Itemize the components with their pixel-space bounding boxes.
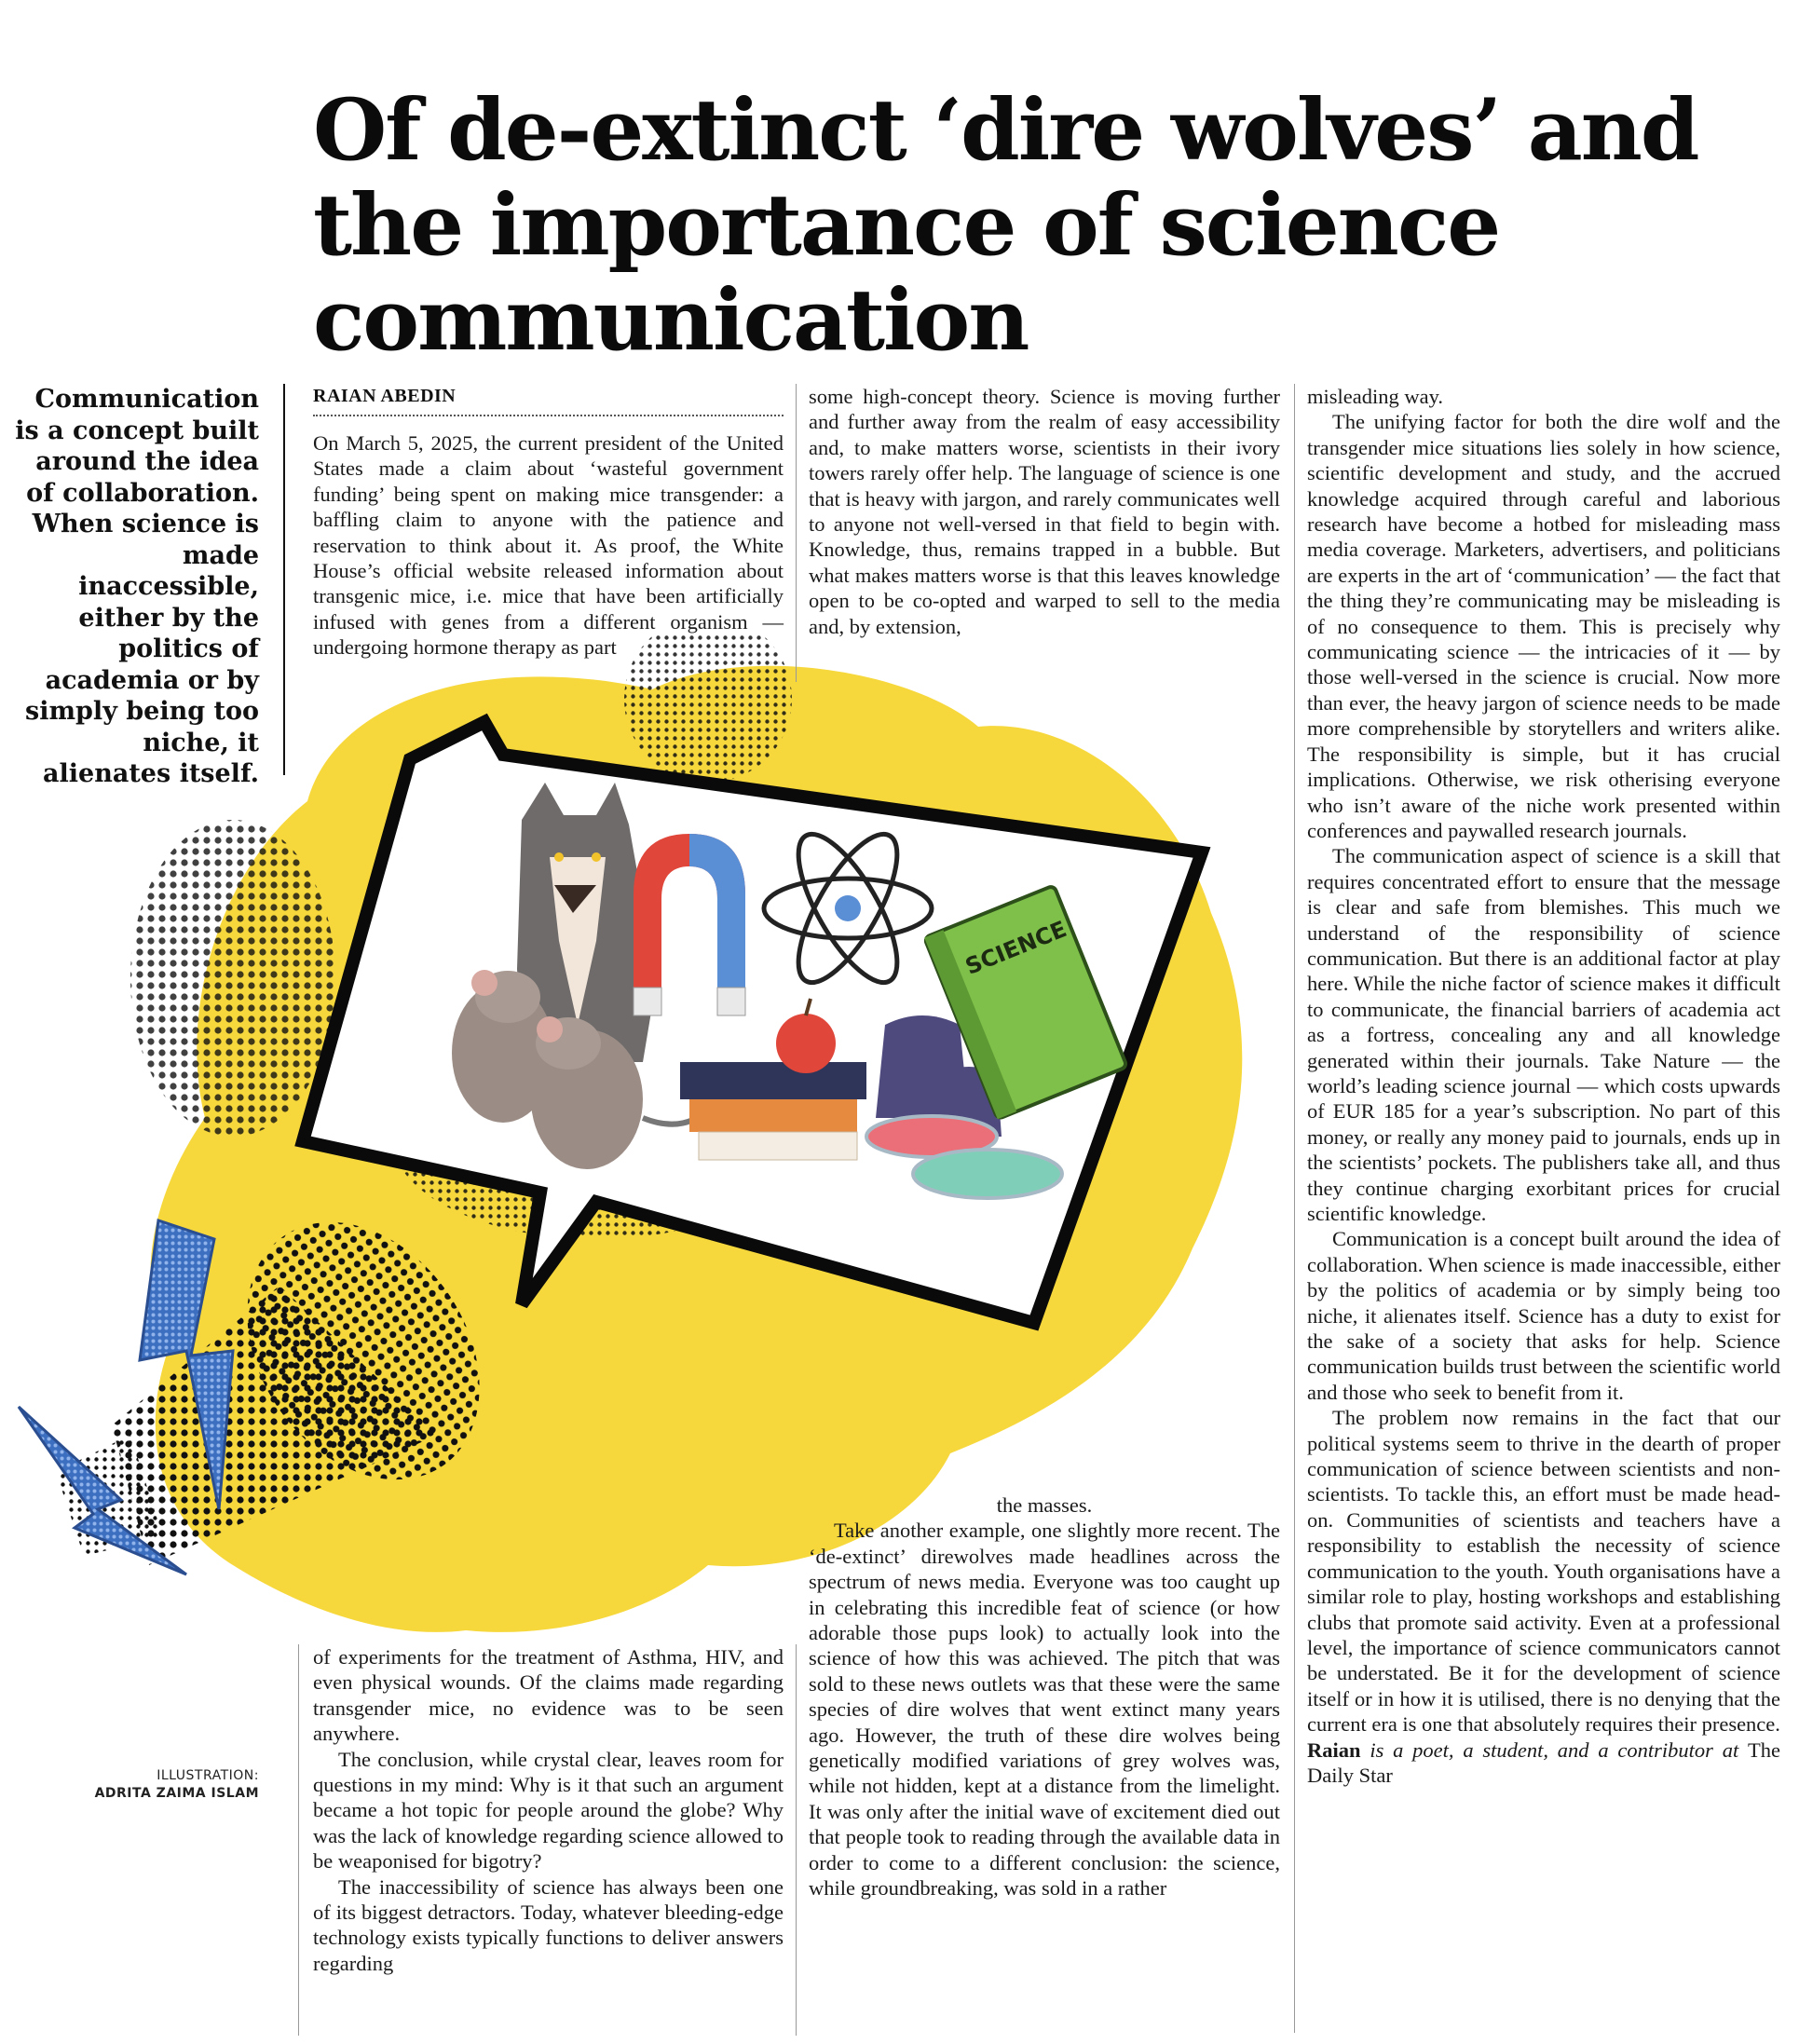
halftone-dots xyxy=(130,820,335,1137)
column-2-bottom xyxy=(809,1492,1280,1901)
author-outlet: The Daily Star xyxy=(1307,1737,1780,1787)
paragraph: The communication aspect of science is a skill that requires concentrated effort to ensure that the message is clear and safe from blemishes. This much we understand of the responsibility of science communication. But there is an additional factor at play here. While the niche factor of science makes it difficult to communicate, the financial barriers of academia act as a fortress, concealing any and all knowledge generated within their journals. Take Nature — the world’s leading science journal — which costs upwards of EUR 185 for a year’s subscription. No part of this money, or really any money paid to journals, ends up in the scientists’ pockets. The publishers take all, and thus they continue charging exorbitant prices for crucial scientific knowledge. xyxy=(1307,844,1780,1225)
paragraph: The unifying factor for both the dire wolf and the transgender mice situations lies solely in how science, scientific development and study, and the accrued knowledge acquired through careful and laborious research have become a hotbed for misleading mass media coverage. Marketers, advertisers, and politicians are experts in the art of ‘communication’ — the fact that the thing they’re communicating may be misleading is of no consequence to them. This is precisely why communicating science — the intricacies of it — by those well-versed in the science is crucial. Now more than ever, the heavy jargon of science needs to be made more comprehensible by storytellers and writers alike. The responsibility is simple, but it has crucial implications. Otherwise, we risk otherising everyone who isn’t aware of the niche work presented within conferences and paywalled research journals. xyxy=(1307,410,1780,842)
headline: Of de-extinct ‘dire wolves’ and the importance of science communication xyxy=(313,80,1698,370)
column-2-top xyxy=(809,384,1280,639)
column-rule xyxy=(796,384,797,682)
illustration-credit xyxy=(28,1767,259,1803)
book-stack xyxy=(680,1062,866,1160)
paragraph: misleading way. xyxy=(1307,385,1444,408)
credit-name: ADRITA ZAIMA ISLAM xyxy=(94,1786,259,1801)
author-bio-text: is a poet, a student, and a contributor at xyxy=(1360,1737,1749,1762)
author-name: Raian xyxy=(1307,1737,1361,1762)
author-bio xyxy=(1307,1737,1780,1789)
byline: RAIAN ABEDIN xyxy=(313,386,784,416)
column-1-top xyxy=(313,430,784,661)
paragraph: The problem now remains in the fact that our political systems seem to thrive in the dearth of proper communication of science between scientists and non-scientists. To tackle this, an effort must be made head-on. Communities of scientists and teachers have a responsibility to establish the necessity of science communication to the youth. Youth organisations have a similar role to play, hosting workshops and establishing clubs that promote said activity. Even at a professional level, the importance of science communicators cannot be understated. Be it for the development of science itself or in how it is utilised, there is no denying that the current era is one that absolutely requires their presence. xyxy=(1307,1406,1780,1737)
paragraph: some high-concept theory. Science is moving further and further away from the realm of easy accessibility and, to make matters worse, scientists in their ivory towers rarely offer help. The language of science is one that is heavy with jargon, and rarely communicates well to anyone not well-versed in that field to begin with. Knowledge, thus, remains trapped in a bubble. But what makes matters worse is that this leaves knowledge open to be co-opted and warped to sell to the media and, by extension, xyxy=(809,385,1280,638)
credit-label: ILLUSTRATION: xyxy=(157,1768,259,1783)
paragraph: Take another example, one slightly more recent. The ‘de-extinct’ direwolves made headlines across the spectrum of news media. Everyone was too caught up in celebrating this incredible feat of science (or how adorable those pups look) to actually look into the science of how this was achieved. The pitch that was sold to these news outlets was that these were the same species of dire wolves that went extinct many years ago. However, the truth of these dire wolves being genetically modified variations of grey wolves was, while not hidden, kept at a distance from the limelight. It was only after the initial wave of excitement died out that people took to reading through the available data in order to come to a different conclusion: the science, while groundbreaking, was sold in a rather xyxy=(809,1519,1280,1901)
paragraph: Communication is a concept built around the idea of collaboration. When science is made inaccessible, either by the politics of academia or by simply being too niche, it alienates itself. Science has a duty to exist for the sake of a society that asks for help. Science communication builds trust between the scientific world and those who seek to benefit from it. xyxy=(1307,1227,1780,1404)
column-1-bottom xyxy=(313,1644,784,1976)
pull-quote: Communication is a concept built around the idea of collaboration. When science is made inaccessible, either by the politics of academia or by simply being too niche, it alienates itself. xyxy=(15,385,259,788)
column-rule xyxy=(1294,384,1295,2033)
column-rule xyxy=(796,1644,797,2036)
paragraph: The inaccessibility of science has always been one of its biggest detractors. Today, whatever bleeding-edge technology exists typically functions to deliver answers regarding xyxy=(313,1874,784,1975)
science-book-label: SCIENCE xyxy=(961,916,1070,980)
paragraph: The conclusion, while crystal clear, leaves room for questions in my mind: Why is it that such an argument became a hot topic for people around the globe? Why was the lack of knowledge regarding science allowed to be weaponised for bigotry? xyxy=(313,1747,784,1874)
column-rule xyxy=(298,1644,299,2036)
paragraph: the masses. xyxy=(996,1493,1093,1517)
paragraph: of experiments for the treatment of Asthma, HIV, and even physical wounds. Of the claims made regarding transgender mice, no evidence was to be seen anywhere. xyxy=(313,1645,784,1746)
column-3 xyxy=(1307,384,1780,1788)
paragraph: On March 5, 2025, the current president of the United States made a claim about ‘wasteful government funding’ being spent on making mice transgender: a baffling claim to anyone with the patience and reservation to think about it. As proof, the White House’s official website released information about transgenic mice, i.e. mice that have been artificially infused with genes from a different organism — undergoing hormone therapy as part xyxy=(313,431,784,660)
